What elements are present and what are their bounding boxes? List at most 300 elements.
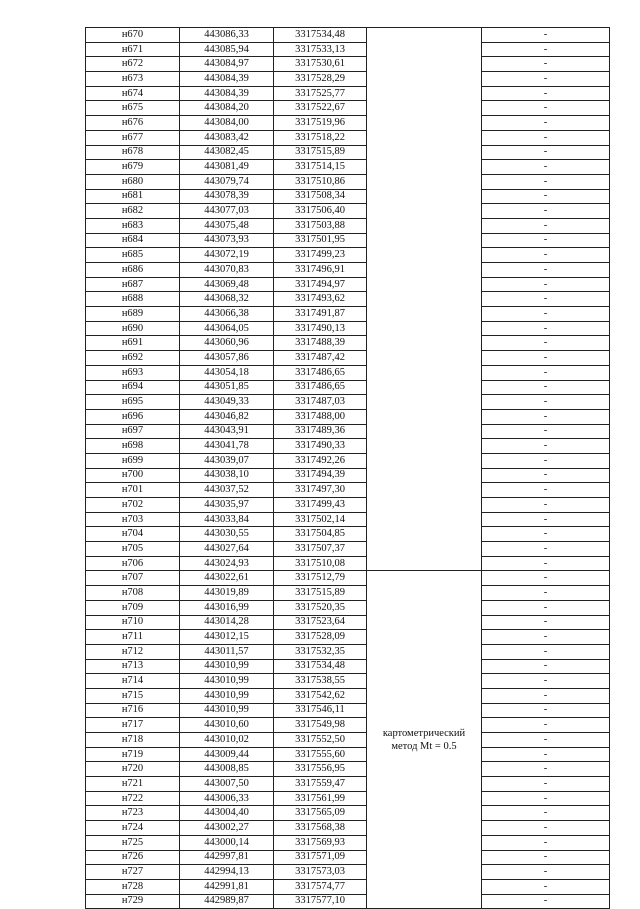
y-coordinate-cell: 3317489,36 [274,424,367,439]
y-coordinate-cell: 3317488,00 [274,409,367,424]
dash-cell: - [482,821,610,836]
point-name-cell: н720 [86,762,180,777]
y-coordinate-cell: 3317501,95 [274,233,367,248]
y-coordinate-cell: 3317534,48 [274,28,367,43]
y-coordinate-cell: 3317528,29 [274,72,367,87]
point-name-cell: н686 [86,263,180,278]
table-row [86,336,610,351]
x-coordinate-cell: 443022,61 [180,571,274,586]
dash-cell: - [482,718,610,733]
table-row [86,145,610,160]
x-coordinate-cell: 443069,48 [180,277,274,292]
dash-cell: - [482,72,610,87]
dash-cell: - [482,336,610,351]
dash-cell: - [482,453,610,468]
point-name-cell: н681 [86,189,180,204]
y-coordinate-cell: 3317494,97 [274,277,367,292]
dash-cell: - [482,86,610,101]
table-row [86,380,610,395]
point-name-cell: н707 [86,571,180,586]
dash-cell: - [482,409,610,424]
dash-cell: - [482,380,610,395]
dash-cell: - [482,703,610,718]
table-row [86,571,610,586]
x-coordinate-cell: 443010,60 [180,718,274,733]
point-name-cell: н696 [86,409,180,424]
x-coordinate-cell: 443009,44 [180,747,274,762]
x-coordinate-cell: 443037,52 [180,483,274,498]
y-coordinate-cell: 3317508,34 [274,189,367,204]
table-row [86,483,610,498]
x-coordinate-cell: 443068,32 [180,292,274,307]
dash-cell: - [482,351,610,366]
dash-cell: - [482,777,610,792]
point-name-cell: н689 [86,307,180,322]
point-name-cell: н702 [86,498,180,513]
table-row [86,556,610,571]
y-coordinate-cell: 3317552,50 [274,733,367,748]
y-coordinate-cell: 3317555,60 [274,747,367,762]
method-label: картометрический метод Mt = 0.5 [382,727,466,752]
point-name-cell: н716 [86,703,180,718]
y-coordinate-cell: 3317497,30 [274,483,367,498]
y-coordinate-cell: 3317571,09 [274,850,367,865]
dash-cell: - [482,688,610,703]
x-coordinate-cell: 443084,00 [180,116,274,131]
point-name-cell: н714 [86,674,180,689]
x-coordinate-cell: 443004,40 [180,806,274,821]
dash-cell: - [482,586,610,601]
x-coordinate-cell: 443084,20 [180,101,274,116]
y-coordinate-cell: 3317499,43 [274,498,367,513]
x-coordinate-cell: 443066,38 [180,307,274,322]
x-coordinate-cell: 443060,96 [180,336,274,351]
table-row [86,453,610,468]
point-name-cell: н699 [86,453,180,468]
point-name-cell: н715 [86,688,180,703]
point-name-cell: н678 [86,145,180,160]
y-coordinate-cell: 3317565,09 [274,806,367,821]
dash-cell: - [482,644,610,659]
table-row [86,174,610,189]
point-name-cell: н698 [86,439,180,454]
table-row [86,527,610,542]
point-name-cell: н672 [86,57,180,72]
point-name-cell: н709 [86,600,180,615]
x-coordinate-cell: 443027,64 [180,542,274,557]
dash-cell: - [482,218,610,233]
dash-cell: - [482,57,610,72]
point-name-cell: н694 [86,380,180,395]
y-coordinate-cell: 3317504,85 [274,527,367,542]
x-coordinate-cell: 443006,33 [180,791,274,806]
y-coordinate-cell: 3317577,10 [274,894,367,909]
y-coordinate-cell: 3317534,48 [274,659,367,674]
point-name-cell: н677 [86,130,180,145]
dash-cell: - [482,292,610,307]
dash-cell: - [482,879,610,894]
table-row [86,28,610,43]
table-row [86,160,610,175]
x-coordinate-cell: 442997,81 [180,850,274,865]
table-row [86,292,610,307]
dash-cell: - [482,248,610,263]
y-coordinate-cell: 3317568,38 [274,821,367,836]
y-coordinate-cell: 3317494,39 [274,468,367,483]
table-row [86,439,610,454]
y-coordinate-cell: 3317490,13 [274,321,367,336]
y-coordinate-cell: 3317533,13 [274,42,367,57]
dash-cell: - [482,498,610,513]
table-row [86,101,610,116]
x-coordinate-cell: 443084,97 [180,57,274,72]
table-row [86,512,610,527]
y-coordinate-cell: 3317491,87 [274,307,367,322]
point-name-cell: н671 [86,42,180,57]
table-row [86,659,610,674]
point-name-cell: н721 [86,777,180,792]
x-coordinate-cell: 443008,85 [180,762,274,777]
dash-cell: - [482,28,610,43]
y-coordinate-cell: 3317510,86 [274,174,367,189]
y-coordinate-cell: 3317492,26 [274,453,367,468]
point-name-cell: н728 [86,879,180,894]
x-coordinate-cell: 443024,93 [180,556,274,571]
point-name-cell: н680 [86,174,180,189]
x-coordinate-cell: 443000,14 [180,835,274,850]
table-row [86,630,610,645]
coordinates-table-body [86,28,610,909]
x-coordinate-cell: 443072,19 [180,248,274,263]
dash-cell: - [482,101,610,116]
x-coordinate-cell: 443049,33 [180,395,274,410]
x-coordinate-cell: 443084,39 [180,72,274,87]
dash-cell: - [482,468,610,483]
table-row [86,468,610,483]
dash-cell: - [482,321,610,336]
x-coordinate-cell: 443082,45 [180,145,274,160]
dash-cell: - [482,439,610,454]
x-coordinate-cell: 443064,05 [180,321,274,336]
dash-cell: - [482,674,610,689]
table-row [86,42,610,57]
y-coordinate-cell: 3317510,08 [274,556,367,571]
table-row [86,850,610,865]
dash-cell: - [482,835,610,850]
x-coordinate-cell: 443041,78 [180,439,274,454]
dash-cell: - [482,233,610,248]
y-coordinate-cell: 3317520,35 [274,600,367,615]
point-name-cell: н727 [86,865,180,880]
method-cell-empty [367,28,482,571]
table-row [86,351,610,366]
table-row [86,644,610,659]
y-coordinate-cell: 3317559,47 [274,777,367,792]
x-coordinate-cell: 443081,49 [180,160,274,175]
point-name-cell: н701 [86,483,180,498]
point-name-cell: н674 [86,86,180,101]
point-name-cell: н679 [86,160,180,175]
x-coordinate-cell: 443007,50 [180,777,274,792]
table-row [86,307,610,322]
x-coordinate-cell: 443038,10 [180,468,274,483]
table-row [86,879,610,894]
point-name-cell: н725 [86,835,180,850]
dash-cell: - [482,747,610,762]
point-name-cell: н703 [86,512,180,527]
dash-cell: - [482,865,610,880]
x-coordinate-cell: 443010,99 [180,674,274,689]
point-name-cell: н704 [86,527,180,542]
dash-cell: - [482,791,610,806]
dash-cell: - [482,116,610,131]
x-coordinate-cell: 442989,87 [180,894,274,909]
table-row [86,72,610,87]
table-row [86,116,610,131]
y-coordinate-cell: 3317503,88 [274,218,367,233]
y-coordinate-cell: 3317514,15 [274,160,367,175]
point-name-cell: н675 [86,101,180,116]
point-name-cell: н687 [86,277,180,292]
x-coordinate-cell: 443033,84 [180,512,274,527]
point-name-cell: н710 [86,615,180,630]
point-name-cell: н688 [86,292,180,307]
x-coordinate-cell: 443051,85 [180,380,274,395]
table-row [86,615,610,630]
x-coordinate-cell: 443002,27 [180,821,274,836]
y-coordinate-cell: 3317574,77 [274,879,367,894]
table-row [86,674,610,689]
x-coordinate-cell: 443083,42 [180,130,274,145]
x-coordinate-cell: 443039,07 [180,453,274,468]
x-coordinate-cell: 443046,82 [180,409,274,424]
point-name-cell: н697 [86,424,180,439]
table-row [86,498,610,513]
dash-cell: - [482,42,610,57]
x-coordinate-cell: 443085,94 [180,42,274,57]
y-coordinate-cell: 3317546,11 [274,703,367,718]
x-coordinate-cell: 443043,91 [180,424,274,439]
point-name-cell: н693 [86,365,180,380]
dash-cell: - [482,850,610,865]
y-coordinate-cell: 3317515,89 [274,145,367,160]
dash-cell: - [482,263,610,278]
point-name-cell: н690 [86,321,180,336]
point-name-cell: н708 [86,586,180,601]
x-coordinate-cell: 442994,13 [180,865,274,880]
point-name-cell: н726 [86,850,180,865]
y-coordinate-cell: 3317523,64 [274,615,367,630]
dash-cell: - [482,189,610,204]
y-coordinate-cell: 3317512,79 [274,571,367,586]
table-row [86,586,610,601]
point-name-cell: н724 [86,821,180,836]
table-row [86,424,610,439]
table-row [86,218,610,233]
dash-cell: - [482,483,610,498]
y-coordinate-cell: 3317525,77 [274,86,367,101]
x-coordinate-cell: 443086,33 [180,28,274,43]
table-row [86,718,610,733]
table-row [86,777,610,792]
y-coordinate-cell: 3317496,91 [274,263,367,278]
method-cell [367,571,482,909]
table-row [86,189,610,204]
table-row [86,703,610,718]
x-coordinate-cell: 443010,02 [180,733,274,748]
dash-cell: - [482,204,610,219]
point-name-cell: н692 [86,351,180,366]
dash-cell: - [482,894,610,909]
table-row [86,409,610,424]
y-coordinate-cell: 3317515,89 [274,586,367,601]
dash-cell: - [482,615,610,630]
table-row [86,248,610,263]
point-name-cell: н676 [86,116,180,131]
point-name-cell: н729 [86,894,180,909]
y-coordinate-cell: 3317486,65 [274,380,367,395]
y-coordinate-cell: 3317530,61 [274,57,367,72]
table-row [86,688,610,703]
x-coordinate-cell: 443010,99 [180,703,274,718]
y-coordinate-cell: 3317561,99 [274,791,367,806]
table-row [86,263,610,278]
point-name-cell: н691 [86,336,180,351]
x-coordinate-cell: 443030,55 [180,527,274,542]
x-coordinate-cell: 443010,99 [180,688,274,703]
dash-cell: - [482,424,610,439]
point-name-cell: н683 [86,218,180,233]
x-coordinate-cell: 443078,39 [180,189,274,204]
x-coordinate-cell: 443010,99 [180,659,274,674]
y-coordinate-cell: 3317522,67 [274,101,367,116]
y-coordinate-cell: 3317519,96 [274,116,367,131]
point-name-cell: н673 [86,72,180,87]
coordinates-table [85,27,610,909]
x-coordinate-cell: 443054,18 [180,365,274,380]
table-row [86,233,610,248]
point-name-cell: н717 [86,718,180,733]
dash-cell: - [482,659,610,674]
y-coordinate-cell: 3317487,42 [274,351,367,366]
point-name-cell: н682 [86,204,180,219]
x-coordinate-cell: 443014,28 [180,615,274,630]
dash-cell: - [482,130,610,145]
table-row [86,204,610,219]
y-coordinate-cell: 3317499,23 [274,248,367,263]
dash-cell: - [482,160,610,175]
x-coordinate-cell: 443077,03 [180,204,274,219]
y-coordinate-cell: 3317556,95 [274,762,367,777]
point-name-cell: н722 [86,791,180,806]
dash-cell: - [482,174,610,189]
table-row [86,365,610,380]
table-row [86,321,610,336]
x-coordinate-cell: 443075,48 [180,218,274,233]
dash-cell: - [482,542,610,557]
y-coordinate-cell: 3317486,65 [274,365,367,380]
dash-cell: - [482,806,610,821]
dash-cell: - [482,630,610,645]
table-row [86,600,610,615]
y-coordinate-cell: 3317490,33 [274,439,367,454]
point-name-cell: н718 [86,733,180,748]
dash-cell: - [482,527,610,542]
point-name-cell: н684 [86,233,180,248]
dash-cell: - [482,600,610,615]
x-coordinate-cell: 443011,57 [180,644,274,659]
table-row [86,733,610,748]
table-row [86,894,610,909]
x-coordinate-cell: 443073,93 [180,233,274,248]
x-coordinate-cell: 443016,99 [180,600,274,615]
y-coordinate-cell: 3317488,39 [274,336,367,351]
table-row [86,86,610,101]
dash-cell: - [482,395,610,410]
point-name-cell: н670 [86,28,180,43]
y-coordinate-cell: 3317502,14 [274,512,367,527]
point-name-cell: н723 [86,806,180,821]
y-coordinate-cell: 3317573,03 [274,865,367,880]
point-name-cell: н700 [86,468,180,483]
table-row [86,277,610,292]
y-coordinate-cell: 3317542,62 [274,688,367,703]
dash-cell: - [482,307,610,322]
y-coordinate-cell: 3317506,40 [274,204,367,219]
x-coordinate-cell: 443057,86 [180,351,274,366]
y-coordinate-cell: 3317549,98 [274,718,367,733]
table-row [86,762,610,777]
y-coordinate-cell: 3317532,35 [274,644,367,659]
table-row [86,806,610,821]
y-coordinate-cell: 3317493,62 [274,292,367,307]
dash-cell: - [482,571,610,586]
x-coordinate-cell: 443035,97 [180,498,274,513]
x-coordinate-cell: 443012,15 [180,630,274,645]
x-coordinate-cell: 442991,81 [180,879,274,894]
y-coordinate-cell: 3317538,55 [274,674,367,689]
y-coordinate-cell: 3317487,03 [274,395,367,410]
point-name-cell: н719 [86,747,180,762]
point-name-cell: н685 [86,248,180,263]
point-name-cell: н713 [86,659,180,674]
table-row [86,542,610,557]
x-coordinate-cell: 443070,83 [180,263,274,278]
point-name-cell: н711 [86,630,180,645]
x-coordinate-cell: 443019,89 [180,586,274,601]
point-name-cell: н712 [86,644,180,659]
dash-cell: - [482,762,610,777]
point-name-cell: н706 [86,556,180,571]
dash-cell: - [482,277,610,292]
y-coordinate-cell: 3317518,22 [274,130,367,145]
dash-cell: - [482,733,610,748]
point-name-cell: н705 [86,542,180,557]
table-row [86,835,610,850]
dash-cell: - [482,512,610,527]
table-row [86,747,610,762]
table-row [86,57,610,72]
x-coordinate-cell: 443079,74 [180,174,274,189]
table-row [86,821,610,836]
dash-cell: - [482,145,610,160]
table-row [86,395,610,410]
y-coordinate-cell: 3317569,93 [274,835,367,850]
table-row [86,130,610,145]
y-coordinate-cell: 3317507,37 [274,542,367,557]
point-name-cell: н695 [86,395,180,410]
table-row [86,791,610,806]
